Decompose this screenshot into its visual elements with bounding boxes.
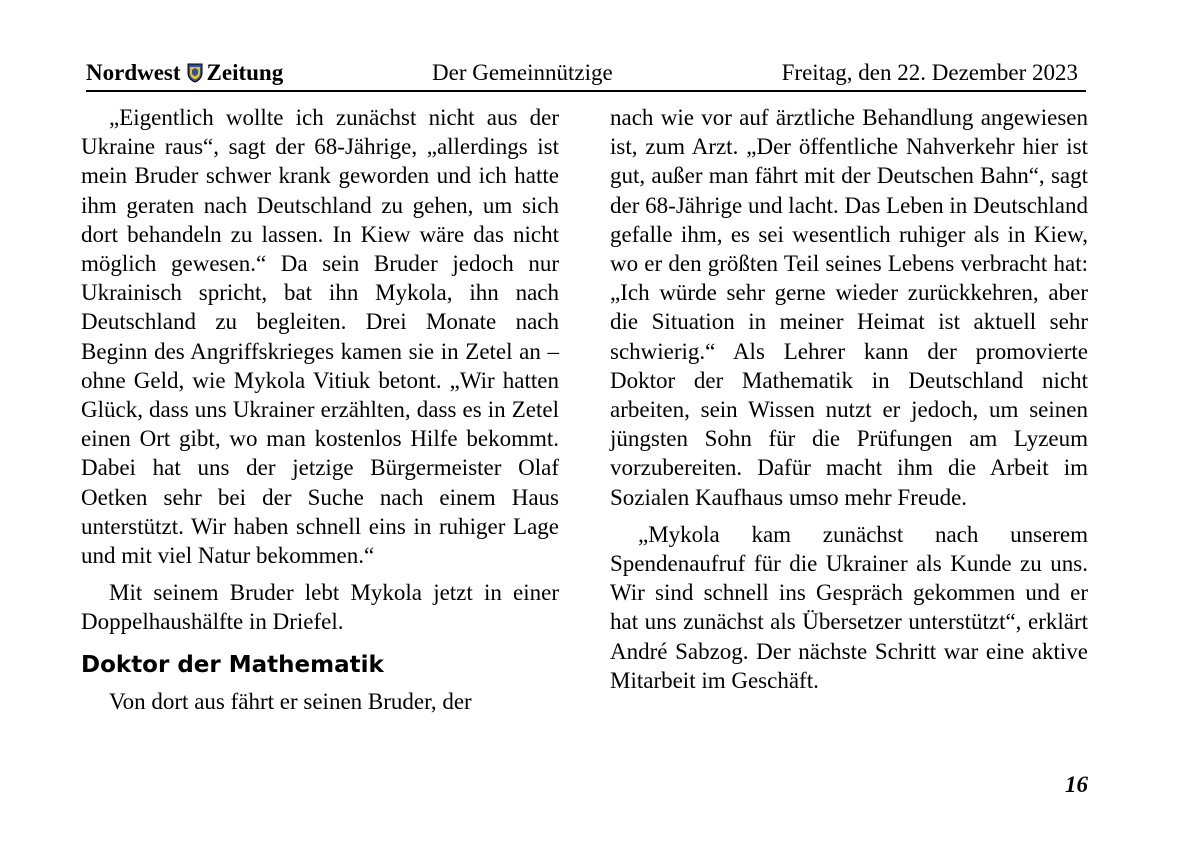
section-title: Der Gemeinnützige: [432, 60, 613, 85]
left-paragraph-3: Von dort aus fährt er seinen Bruder, der: [109, 688, 472, 714]
newspaper-brand: [86, 59, 283, 87]
right-column: [610, 103, 1088, 695]
left-paragraph-1: „Eigentlich wollte ich zunächst nicht aus der Ukraine raus“, sagt der 68-Jährige, „allerdings ist mein Bruder schwer krank geworden und ich hatte ihm geraten nach Deutschland zu gehen, um sich dort behandeln zu lassen. In Kiew wäre das nicht möglich gewesen.“ Da sein Bruder jedoch nur Ukrainisch spricht, bat ihn Mykola, ihn nach Deutschland zu begleiten. Drei Monate nach Beginn des Angriffskrieges kamen sie in Zetel an – ohne Geld, wie Mykola Vitiuk betont. „Wir hatten Glück, dass uns Ukrainer erzählten, dass es in Zetel einen Ort gibt, wo man kostenlos Hilfe bekommt. Dabei hat uns der jetzige Bürgermeister Olaf Oetken sehr bei der Suche nach einem Haus unterstützt. Wir haben schnell eins in ruhiger Lage und mit viel Natur bekommen.“: [81, 105, 559, 569]
right-paragraph-1: nach wie vor auf ärztliche Behandlung angewiesen ist, zum Arzt. „Der öffentliche Nahverkehr hier ist gut, außer man fährt mit der Deutschen Bahn“, sagt der 68-Jährige und lacht. Das Leben in Deutschland gefalle ihm, es sei wesentlich ruhiger als in Kiew, wo er den größten Teil seines Lebens verbracht hat: „Ich würde sehr gerne wieder zurückkehren, aber die Situation in meiner Heimat ist aktuell sehr schwierig.“ Als Lehrer kann der promovierte Doktor der Mathematik in Deutschland nicht arbeiten, sein Wissen nutzt er jedoch, um seinen jüngsten Sohn für die Prüfungen am Lyzeum vorzubereiten. Dafür macht ihm die Arbeit im Sozialen Kaufhaus umso mehr Freude.: [610, 105, 1088, 510]
page-number: 16: [1065, 772, 1088, 797]
brand-name-right: Zeitung: [206, 60, 284, 85]
subheading: Doktor der Mathematik: [81, 651, 384, 678]
left-paragraph-2: Mit seinem Bruder lebt Mykola jetzt in einer Doppelhaushälfte in Driefel.: [81, 580, 559, 635]
issue-date: Freitag, den 22. Dezember 2023: [781, 60, 1078, 85]
coat-of-arms-icon: [187, 62, 203, 82]
left-column: [81, 103, 559, 716]
coat-of-arms-graphic: [187, 63, 203, 83]
page-header: [86, 56, 1086, 92]
brand-name-left: Nordwest: [86, 60, 181, 85]
right-paragraph-2: „Mykola kam zunächst nach unserem Spendenaufruf für die Ukrainer als Kunde zu uns. Wir sind schnell ins Gespräch gekommen und er hat uns zunächst als Übersetzer unterstützt“, erklärt André Sabzog. Der nächste Schritt war eine aktive Mitarbeit im Geschäft.: [610, 521, 1088, 693]
